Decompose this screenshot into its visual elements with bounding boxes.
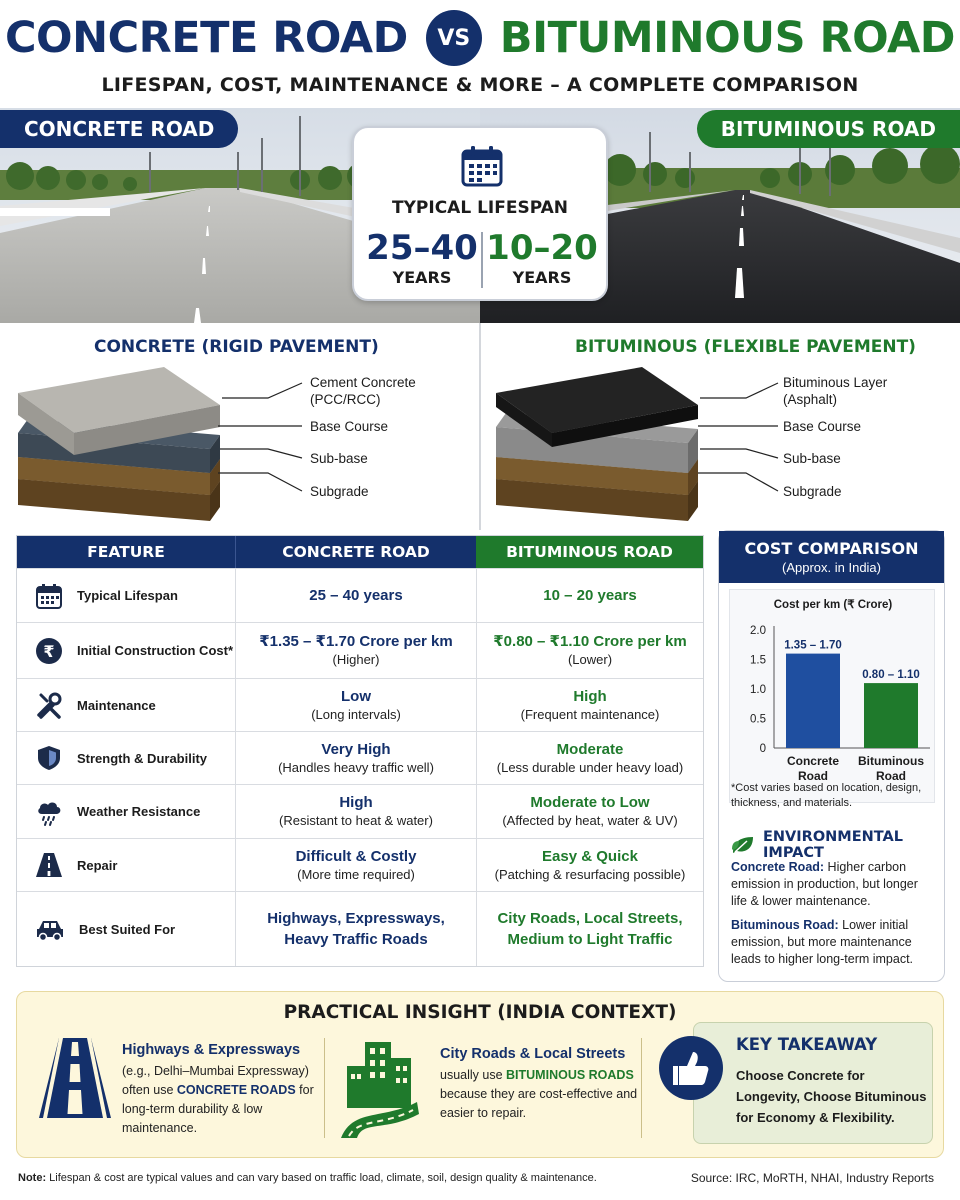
concrete-road-tag: CONCRETE ROAD	[0, 110, 238, 148]
bituminous-road-tag: BITUMINOUS ROAD	[697, 110, 960, 148]
footer-note	[18, 1172, 597, 1184]
feature-label: Weather Resistance	[77, 804, 201, 819]
highways-text-bold: CONCRETE ROADS	[176, 1083, 296, 1097]
feature-cell	[17, 892, 235, 966]
y-tick-label: 2.0	[750, 625, 766, 637]
bituminous-value-cell	[476, 679, 703, 731]
footer-source: Source: IRC, MoRTH, NHAI, Industry Reports	[690, 1171, 934, 1185]
insight-divider	[641, 1038, 642, 1138]
concrete-value: Difficult & Costly	[295, 847, 417, 865]
city-roads-text-pre: usually use	[440, 1068, 507, 1082]
city-roads-text-bold: BITUMINOUS ROADS	[506, 1068, 634, 1082]
feature-cell	[17, 569, 235, 622]
concrete-layer-cement: Cement Concrete (PCC/RCC)	[310, 375, 416, 407]
y-tick-label: 0	[759, 743, 766, 755]
concrete-value: ₹1.35 – ₹1.70 Crore per km	[259, 633, 453, 650]
concrete-value-note: (Higher)	[332, 652, 380, 667]
road-icon	[35, 851, 63, 879]
vs-badge: VS	[426, 10, 482, 66]
title-concrete: CONCRETE ROAD	[4, 13, 408, 63]
highways-text-post: for long-term durability & low maintenance.	[122, 1083, 314, 1135]
concrete-layer-subbase: Sub-base	[310, 451, 368, 466]
concrete-value: High	[339, 794, 373, 811]
x-category-label: Concrete	[786, 754, 840, 768]
y-tick-label: 1.5	[750, 654, 766, 667]
bituminous-value-note: (Lower)	[567, 652, 613, 667]
bituminous-lifespan-unit: YEARS	[512, 268, 572, 287]
city-roads-text-post: because they are cost-effective and easier to repair.	[440, 1087, 638, 1120]
bituminous-environment-body: Lower initial emission, but more maintenance leads to higher long-term impact.	[731, 918, 914, 966]
bituminous-value-note: (Affected by heat, water & UV)	[502, 813, 678, 828]
concrete-value-note: (Resistant to heat & water)	[279, 813, 433, 828]
x-category-label: Road	[798, 769, 828, 783]
bituminous-lifespan	[482, 228, 602, 287]
concrete-environment-body: Higher carbon emission in production, but longer life & lower maintenance.	[731, 860, 918, 908]
bituminous-value-cell	[476, 785, 703, 838]
cost-comparison-title: COST COMPARISON	[744, 539, 919, 558]
highways-text	[122, 1062, 320, 1138]
bituminous-environment-text	[731, 917, 935, 968]
bituminous-value: Moderate to Low	[530, 794, 650, 811]
table-row	[17, 622, 703, 678]
bituminous-value: Easy & Quick	[542, 847, 638, 865]
footer-note-label: Note:	[18, 1172, 47, 1184]
concrete-value: Low	[341, 687, 371, 705]
bituminous-value-cell	[476, 732, 703, 784]
title-bituminous: BITUMINOUS ROAD	[499, 13, 955, 63]
bituminous-layer-subbase: Sub-base	[783, 451, 841, 466]
bituminous-value-cell	[476, 839, 703, 891]
calendar-icon	[35, 582, 63, 610]
feature-label: Strength & Durability	[77, 750, 208, 766]
bituminous-value: 10 – 20 years	[543, 587, 637, 604]
feature-label: Best Suited For	[79, 921, 176, 937]
concrete-lifespan-unit: YEARS	[392, 268, 452, 287]
shield-icon	[35, 744, 63, 772]
concrete-pavement-title: CONCRETE (RIGID PAVEMENT)	[94, 337, 379, 357]
x-category-label: Road	[876, 769, 906, 783]
concrete-layer-leaders	[0, 323, 480, 530]
svg-text:₹: ₹	[43, 641, 55, 661]
bituminous-value-note: (Frequent maintenance)	[520, 706, 660, 722]
calendar-icon	[460, 144, 504, 188]
concrete-environment-text	[731, 859, 935, 910]
concrete-value-cell	[235, 623, 476, 678]
chart-title: Cost per km (₹ Crore)	[773, 599, 893, 611]
concrete-value-cell	[235, 569, 476, 622]
title-row	[0, 10, 960, 66]
concrete-value-cell	[235, 679, 476, 731]
concrete-value-cell	[235, 732, 476, 784]
feature-label: Typical Lifespan	[77, 588, 178, 603]
typical-lifespan-card	[352, 126, 608, 301]
concrete-value-note: (More time required)	[297, 866, 415, 882]
car-icon	[35, 915, 65, 943]
feature-cell	[17, 785, 235, 838]
feature-label: Initial Construction Cost*	[77, 643, 233, 658]
bituminous-layer-leaders	[480, 323, 960, 530]
cost-comparison-subtitle: (Approx. in India)	[782, 560, 881, 575]
tools-icon	[35, 691, 63, 719]
feature-label: Maintenance	[77, 697, 156, 713]
bituminous-value-note: (Patching & resurfacing possible)	[494, 866, 686, 882]
bituminous-pavement-title: BITUMINOUS (FLEXIBLE PAVEMENT)	[575, 337, 916, 357]
concrete-layer-base: Base Course	[310, 419, 389, 434]
concrete-value-cell	[235, 839, 476, 891]
concrete-value: 25 – 40 years	[309, 587, 403, 604]
bituminous-layer-subgrade: Subgrade	[783, 484, 842, 499]
feature-cell	[17, 839, 235, 891]
concrete-value-note: (Handles heavy traffic well)	[278, 759, 434, 775]
bar-data-label: 0.80 – 1.10	[862, 669, 920, 682]
highway-icon	[39, 1036, 111, 1120]
cost-comparison-panel	[718, 530, 945, 982]
pavement-layers-section	[0, 323, 960, 530]
practical-insight-title: PRACTICAL INSIGHT (INDIA CONTEXT)	[283, 1002, 677, 1023]
bituminous-value-cell	[476, 623, 703, 678]
bituminous-layer-base: Base Course	[783, 419, 862, 434]
x-category-label: Bituminous	[858, 754, 924, 768]
environmental-impact-label: ENVIRONMENTAL IMPACT	[763, 829, 903, 861]
feature-cell	[17, 679, 235, 731]
concrete-value-cell	[235, 892, 476, 966]
bituminous-lifespan-value: 10–20	[486, 228, 598, 268]
environmental-impact-title	[731, 829, 944, 861]
bituminous-value-cell	[476, 892, 703, 966]
feature-cell	[17, 623, 235, 678]
lifespan-label: TYPICAL LIFESPAN	[392, 198, 568, 218]
table-row	[17, 784, 703, 838]
bituminous-value-cell	[476, 569, 703, 622]
bituminous-value: High	[573, 687, 607, 705]
bituminous-value-note: (Less durable under heavy load)	[496, 759, 684, 775]
key-takeaway-title: KEY TAKEAWAY	[736, 1035, 878, 1054]
table-row	[17, 891, 703, 966]
concrete-value: Highways, Expressways, Heavy Traffic Roads	[267, 910, 445, 948]
table-row	[17, 568, 703, 622]
bituminous-environment-label: Bituminous Road:	[731, 918, 839, 932]
leaf-icon	[731, 835, 755, 855]
feature-cell	[17, 732, 235, 784]
bituminous-value: ₹0.80 – ₹1.10 Crore per km	[493, 633, 687, 650]
comparison-table	[16, 535, 704, 967]
bituminous-value: Moderate	[556, 740, 624, 758]
feature-label: Repair	[77, 857, 118, 873]
table-header-feature: FEATURE	[17, 536, 235, 568]
table-header-concrete: CONCRETE ROAD	[235, 536, 476, 568]
concrete-value-note: (Long intervals)	[311, 706, 401, 722]
table-header-bituminous: BITUMINOUS ROAD	[476, 536, 703, 568]
concrete-value-cell	[235, 785, 476, 838]
key-takeaway-text: Choose Concrete for Longevity, Choose Bituminous for Economy & Flexibility.	[736, 1068, 927, 1125]
thumbs-up-icon	[659, 1036, 723, 1100]
cost-comparison-header	[719, 531, 944, 583]
city-roads-heading: City Roads & Local Streets	[440, 1046, 626, 1062]
key-takeaway-box	[693, 1022, 933, 1144]
concrete-lifespan	[362, 228, 482, 287]
table-row	[17, 678, 703, 731]
concrete-environment-label: Concrete Road:	[731, 860, 825, 874]
table-row	[17, 731, 703, 784]
bar-1	[864, 683, 918, 748]
page-subtitle: LIFESPAN, COST, MAINTENANCE & MORE – A COMPLETE COMPARISON	[101, 74, 859, 96]
cost-chart-box	[729, 589, 935, 803]
cost-footnote: *Cost varies based on location, design, thickness, and materials.	[731, 782, 922, 809]
bar-0	[786, 654, 840, 748]
header	[0, 0, 960, 108]
bar-data-label: 1.35 – 1.70	[784, 639, 842, 652]
highways-text-pre: (e.g., Delhi–Mumbai Expressway) often use	[122, 1064, 309, 1097]
y-tick-label: 1.0	[750, 684, 766, 696]
city-roads-text	[440, 1066, 640, 1123]
cost-bar-chart	[730, 590, 936, 783]
cloud-rain-icon	[35, 798, 63, 826]
rupee-icon	[35, 637, 63, 665]
highways-heading: Highways & Expressways	[122, 1042, 301, 1058]
city-road-icon	[339, 1036, 419, 1140]
bituminous-layer-asphalt: Bituminous Layer (Asphalt)	[783, 375, 888, 407]
concrete-lifespan-value: 25–40	[366, 228, 478, 268]
footer-note-text: Lifespan & cost are typical values and can vary based on traffic load, climate, soil, design quality & maintenance.	[46, 1172, 597, 1184]
y-tick-label: 0.5	[750, 713, 766, 726]
practical-insight-panel	[16, 991, 944, 1158]
concrete-value: Very High	[321, 740, 391, 758]
concrete-layer-subgrade: Subgrade	[310, 484, 369, 499]
insight-divider	[324, 1038, 325, 1138]
table-row	[17, 838, 703, 891]
bituminous-value: City Roads, Local Streets, Medium to Light Traffic	[497, 910, 683, 948]
